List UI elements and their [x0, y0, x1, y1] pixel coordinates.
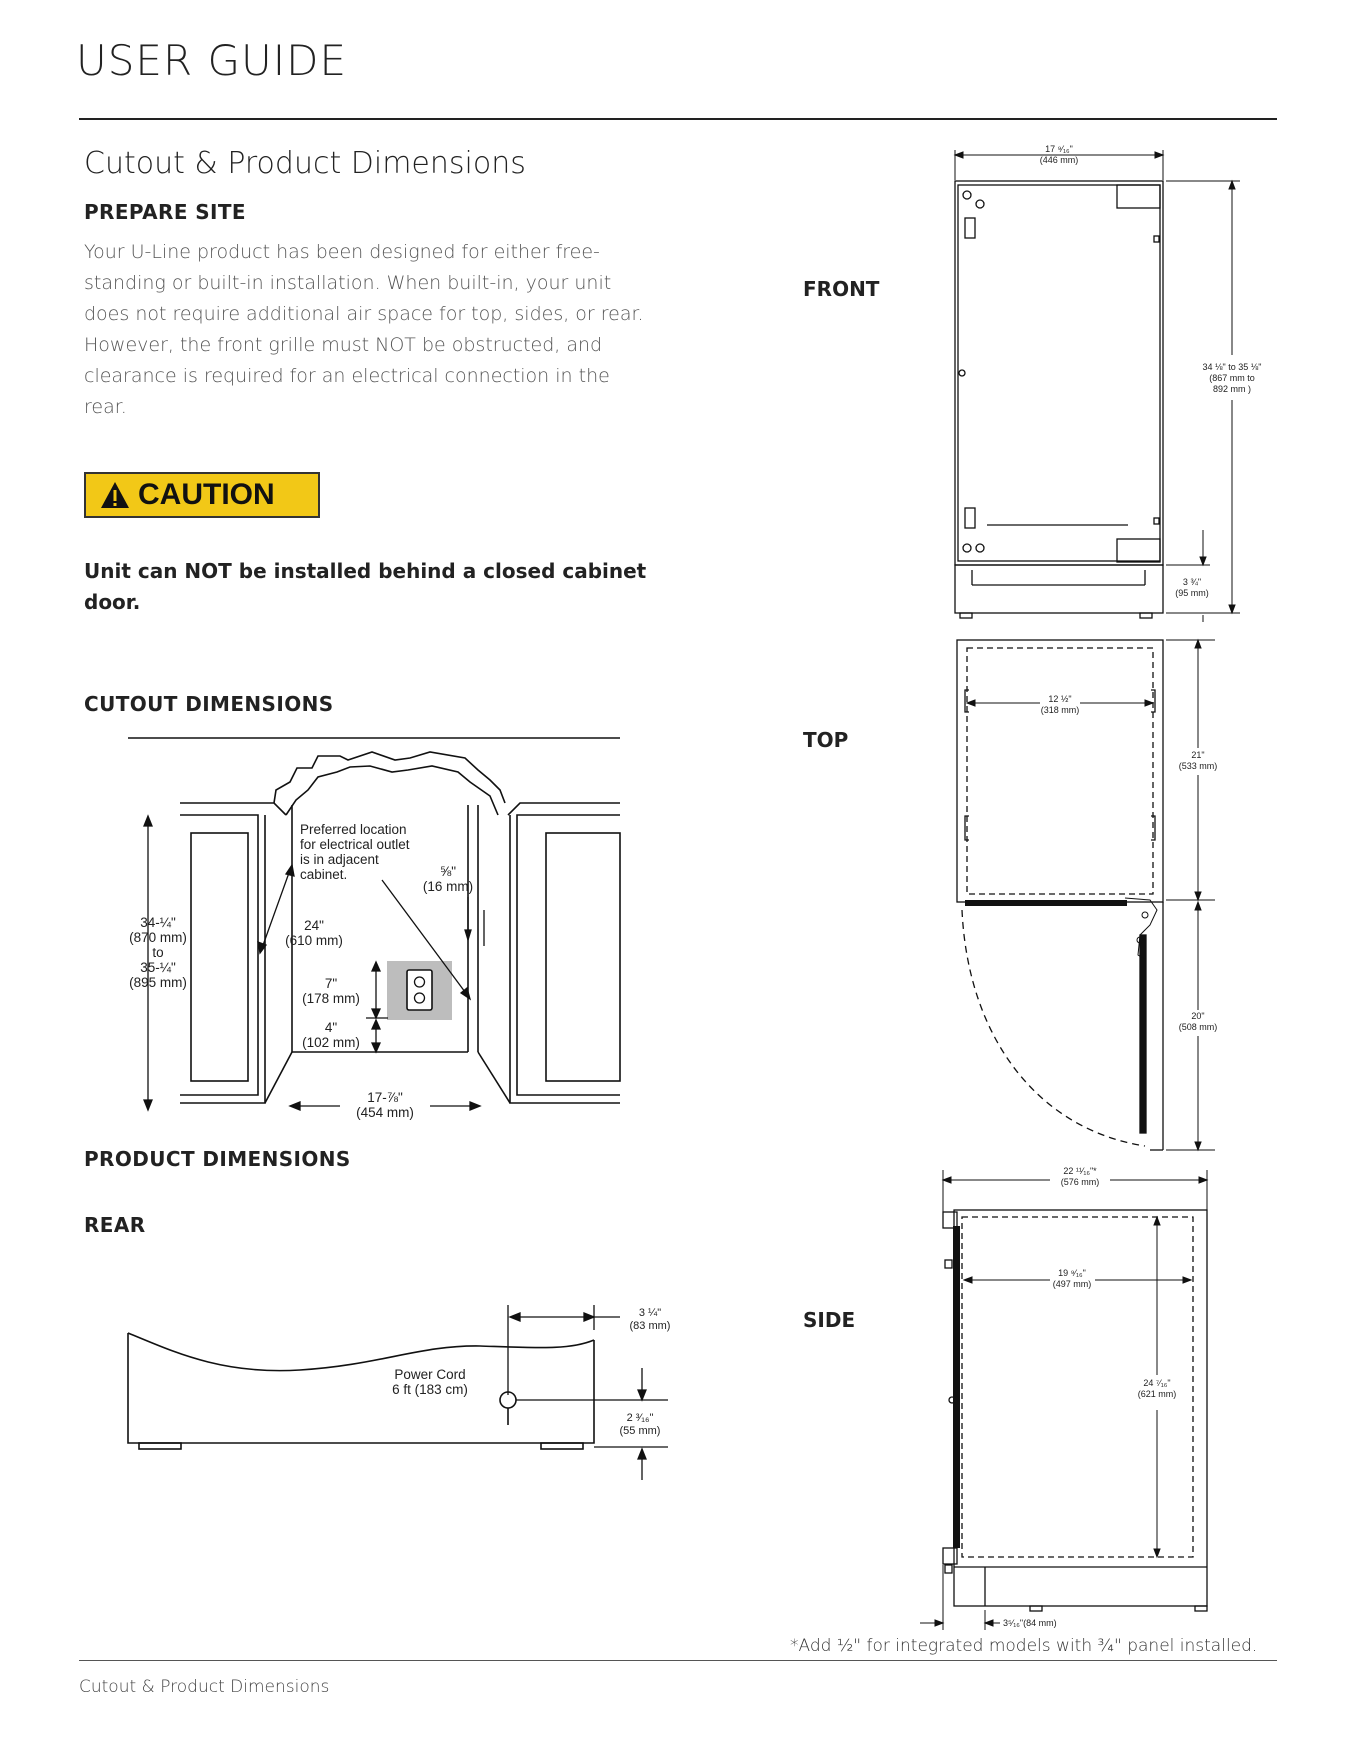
dimension-text: (867 mm to	[1209, 373, 1255, 383]
dimension-text: (83 mm)	[629, 1320, 671, 1332]
dimension-text: 3 ¾"	[1182, 577, 1202, 587]
dimension-text: 17-⅞"	[367, 1090, 403, 1105]
dimension-text: (895 mm)	[129, 975, 187, 990]
outlet-note-line: for electrical outlet	[300, 837, 410, 852]
side-height-label	[1134, 1378, 1180, 1400]
side-overall-depth-label	[1050, 1166, 1110, 1188]
dimension-text: (446 mm)	[1039, 155, 1079, 165]
dimension-text: 892 mm )	[1212, 384, 1251, 394]
dimension-text: Power Cord	[394, 1367, 466, 1382]
dimension-text: 19 ⁹⁄₁₆"	[1058, 1268, 1086, 1278]
dimension-text: 4"	[324, 1020, 338, 1035]
caution-note: Unit can NOT be installed behind a closed cabinet door.	[84, 559, 647, 614]
dimension-text: 17 ⁹⁄₁₆"	[1045, 144, 1073, 154]
side-toe-label: 3⁵⁄₁₆"(84 mm)	[1003, 1618, 1057, 1628]
section-title: Cutout & Product Dimensions	[84, 146, 526, 181]
cutout-dimensions-heading: CUTOUT DIMENSIONS	[84, 692, 334, 716]
dimension-text: 21"	[1191, 750, 1205, 760]
dimension-text: (318 mm)	[1040, 705, 1080, 715]
dimension-text: 22 ¹¹⁄₁₆"*	[1063, 1166, 1097, 1176]
dimension-text: (16 mm)	[422, 879, 474, 894]
dimension-text: 7"	[324, 976, 338, 991]
outlet-note-line: cabinet.	[300, 867, 348, 882]
dimension-text: 3 ¼"	[638, 1307, 662, 1319]
rear-heading: REAR	[84, 1213, 146, 1237]
dimension-text: (621 mm)	[1137, 1389, 1177, 1399]
caution-label: CAUTION	[138, 478, 275, 511]
dimension-text: 20"	[1191, 1011, 1205, 1021]
dimension-text: (508 mm)	[1178, 1022, 1218, 1032]
dimension-text: ⅝"	[439, 864, 457, 879]
dimension-text: 2 ³⁄₁₆"	[626, 1412, 654, 1424]
outlet-note-line: Preferred location	[300, 822, 407, 837]
dimension-text: (610 mm)	[285, 933, 343, 948]
dimension-text: (55 mm)	[619, 1425, 661, 1437]
dimension-text: (178 mm)	[302, 991, 360, 1006]
dimension-text: to	[152, 945, 164, 960]
dimension-text: 6 ft (183 cm)	[392, 1382, 468, 1397]
footer-section-name: Cutout & Product Dimensions	[79, 1677, 330, 1697]
footer-divider	[79, 1660, 1277, 1661]
dimension-text: 12 ½"	[1048, 694, 1072, 704]
integrated-model-footnote: *Add ½" for integrated models with ¾" panel installed.	[790, 1636, 1258, 1656]
dimension-text: (454 mm)	[356, 1105, 414, 1120]
front-view-label: FRONT	[803, 277, 880, 301]
dimension-text: 35-¼"	[140, 960, 176, 975]
dimension-text: 24"	[304, 918, 324, 933]
prepare-site-text: Your U-Line product has been designed for either free-standing or built-in installation. When built-in, your unit does not require additional air space for top, sides, or rear. However, the front grille must NOT be obstructed, and clearance is required for an electrical connection in the rear.	[84, 241, 644, 418]
page-header-title: USER GUIDE	[76, 36, 348, 85]
dimension-text: (497 mm)	[1052, 1279, 1092, 1289]
dimension-text: (576 mm)	[1060, 1177, 1100, 1187]
dimension-text: 24 ⁷⁄₁₆"	[1143, 1378, 1171, 1388]
prepare-site-heading: PREPARE SITE	[84, 200, 246, 224]
side-view-label: SIDE	[803, 1308, 856, 1332]
dimension-text: 34-¼"	[140, 915, 176, 930]
side-inner-depth-label	[1050, 1268, 1094, 1290]
dimension-text: (533 mm)	[1178, 761, 1218, 771]
dimension-text: (95 mm)	[1175, 588, 1209, 598]
dimension-text: (102 mm)	[302, 1035, 360, 1050]
dimension-text: 34 ⅛" to 35 ⅛"	[1202, 362, 1262, 372]
product-dimensions-heading: PRODUCT DIMENSIONS	[84, 1147, 351, 1171]
outlet-note-line: is in adjacent	[300, 852, 379, 867]
dimension-text: (870 mm)	[129, 930, 187, 945]
top-view-label: TOP	[803, 728, 849, 752]
